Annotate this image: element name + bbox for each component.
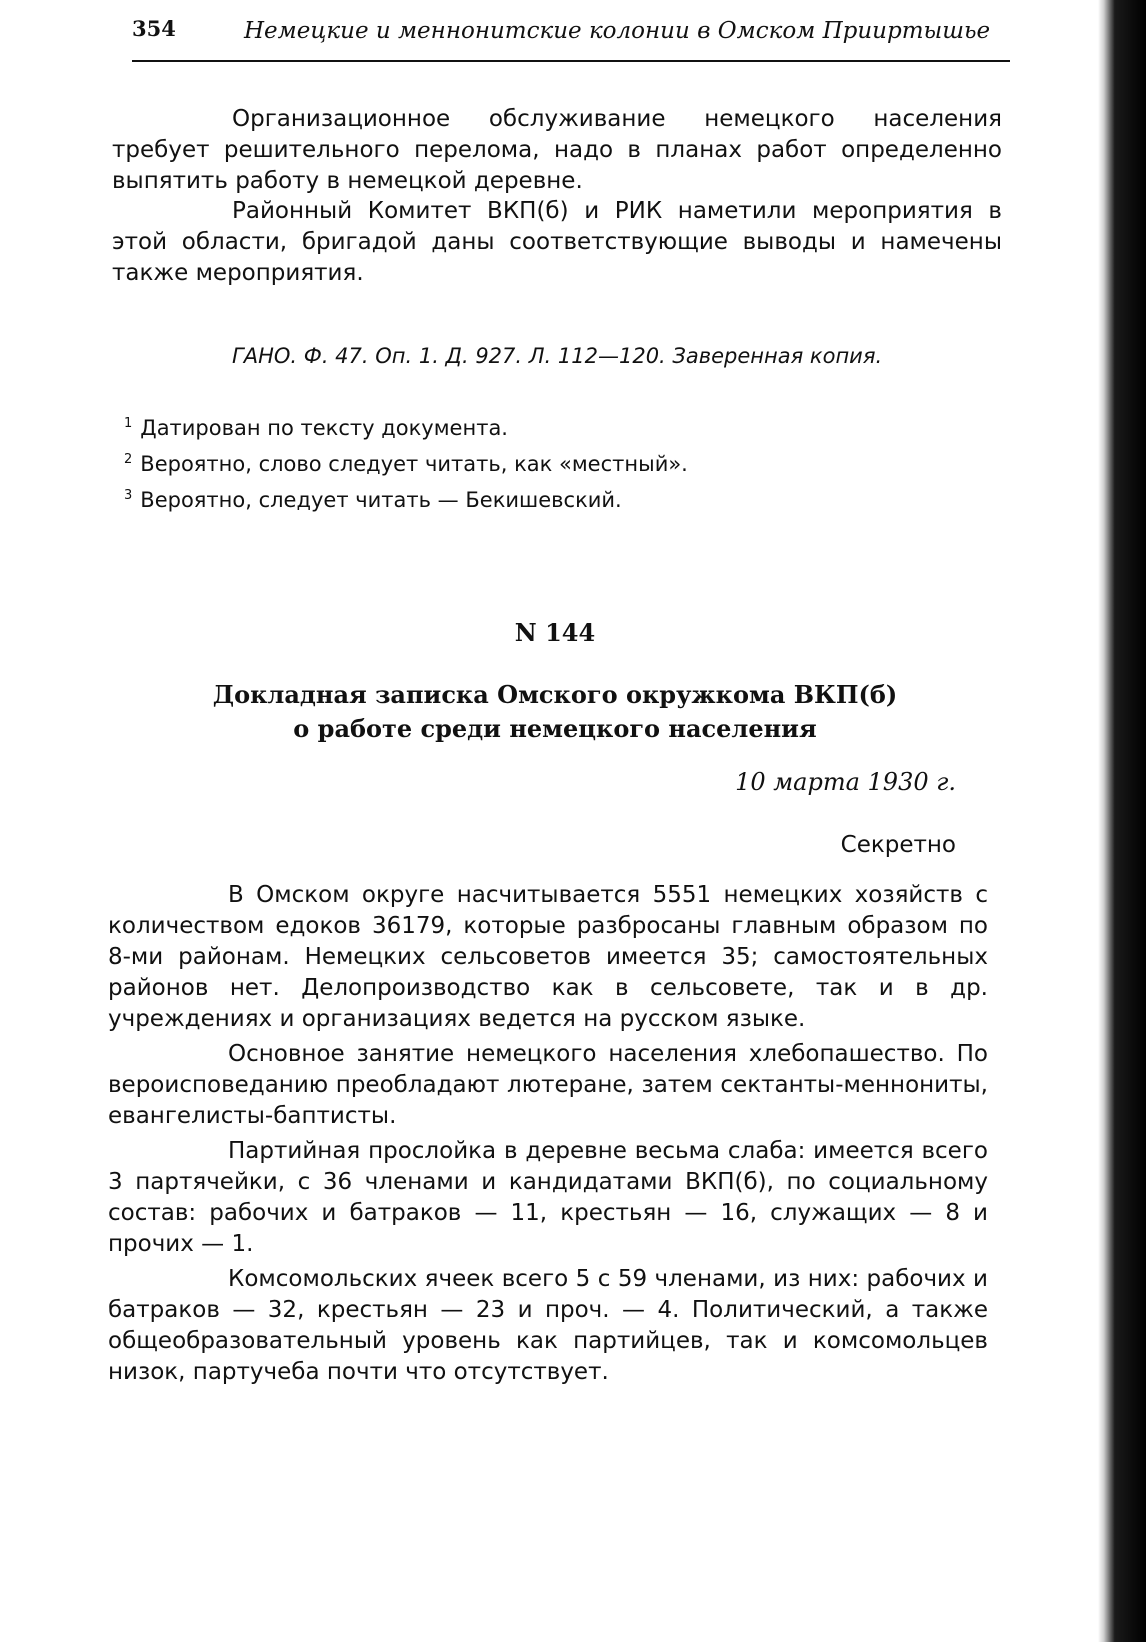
document-title	[150, 678, 960, 746]
footnote	[124, 444, 984, 480]
scan-edge-shadow	[1098, 0, 1146, 1642]
body-paragraph: Комсомольских ячеек всего 5 с 59 членами, из них: рабочих и батраков — 32, крестьян — 23 и проч. — 4. Политический, а также общеобразовательный уровень как партийцев, так и комсомольцев низок, партучеба почти что отсутствует.	[108, 1266, 988, 1385]
document-number: N 144	[514, 618, 596, 647]
intro-paragraph-1: Организационное обслуживание немецкого населения требует решительного перелома, надо в планах работ определенно выпятить работу в немецкой деревне.	[112, 106, 1002, 194]
running-title: Немецкие и меннонитские колонии в Омском Прииртышье	[244, 18, 991, 44]
body-paragraph: Партийная прослойка в деревне весьма слаба: имеется всего 3 партячейки, с 36 членами и кандидатами ВКП(б), по социальному состав: рабочих и батраков — 11, крестьян — 16, служащих — 8 и прочих — 1.	[108, 1138, 988, 1257]
footnote-mark: 2	[124, 452, 133, 467]
page-number: 354	[132, 16, 176, 41]
footnote	[124, 408, 984, 444]
body-paragraph: В Омском округе насчитывается 5551 немецких хозяйств с количеством едоков 36179, которые разбросаны главным образом по 8-ми районам. Немецких сельсоветов имеется 35; самостоятельных районов нет. Делопроизводство как в сельсовете, так и в др. учреждениях и организациях ведется на русском языке.	[108, 882, 988, 1032]
classification-mark: Секретно	[840, 832, 956, 858]
header-rule	[132, 60, 1010, 62]
document-title-line-1: Докладная записка Омского окружкома ВКП(б)	[212, 680, 898, 709]
page-header	[132, 10, 1012, 66]
footnote-text: Вероятно, слово следует читать, как «местный».	[140, 452, 688, 476]
footnote-text: Вероятно, следует читать — Бекишевский.	[140, 488, 622, 512]
footnote-mark: 3	[124, 488, 133, 503]
footnote	[124, 480, 984, 516]
footnotes	[124, 408, 984, 516]
footnote-mark: 1	[124, 416, 133, 431]
document-body	[108, 880, 988, 1392]
document-date: 10 марта 1930 г.	[735, 768, 956, 796]
body-paragraph: Основное занятие немецкого населения хлебопашество. По вероисповеданию преобладают лютеране, затем сектанты-меннониты, евангелисты-баптисты.	[108, 1041, 988, 1129]
footnote-text: Датирован по тексту документа.	[140, 416, 508, 440]
intro-paragraph-2: Районный Комитет ВКП(б) и РИК наметили мероприятия в этой области, бригадой даны соответствующие выводы и намечены также мероприятия.	[112, 198, 1002, 286]
document-title-line-2: о работе среди немецкого населения	[293, 714, 817, 743]
archive-source: ГАНО. Ф. 47. Оп. 1. Д. 927. Л. 112—120. Заверенная копия.	[232, 344, 883, 368]
